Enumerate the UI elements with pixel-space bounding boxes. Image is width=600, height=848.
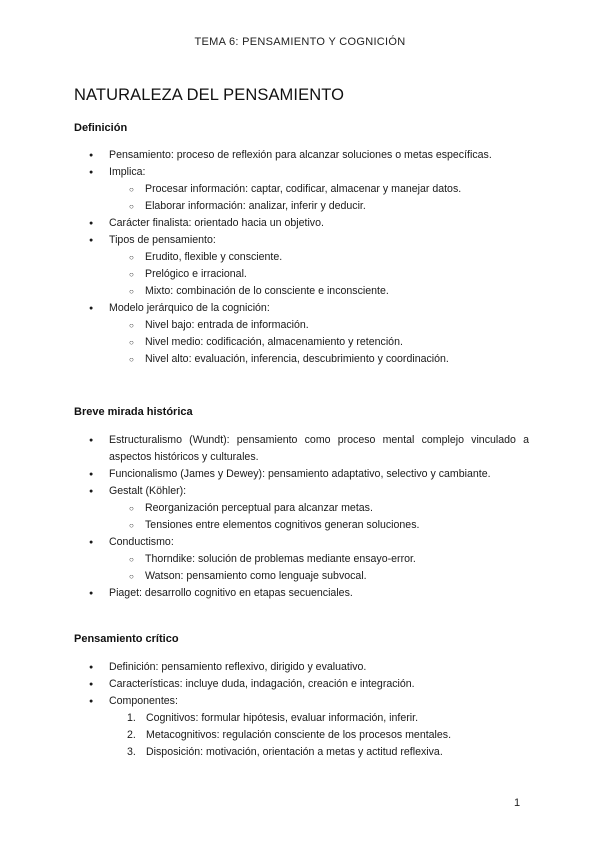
list-item: ● Funcionalismo (James y Dewey): pensamiento adaptativo, selectivo y cambiante. bbox=[74, 466, 529, 483]
sublist-item: ○ Prelógico e irracional. bbox=[109, 266, 529, 283]
document-body bbox=[74, 86, 529, 761]
numbered-sublist bbox=[109, 710, 529, 761]
sublist-item: ○ Nivel alto: evaluación, inferencia, descubrimiento y coordinación. bbox=[109, 351, 529, 368]
sublist-item: ○ Nivel bajo: entrada de información. bbox=[109, 317, 529, 334]
sublist-item: ○ Mixto: combinación de lo consciente e inconsciente. bbox=[109, 283, 529, 300]
sublist bbox=[109, 181, 529, 215]
page-number: 1 bbox=[514, 797, 521, 809]
list-item: ● Piaget: desarrollo cognitivo en etapas secuenciales. bbox=[74, 585, 529, 602]
numbered-item: 3. Disposición: motivación, orientación a metas y actitud reflexiva. bbox=[127, 746, 443, 758]
list-item: ● Pensamiento: proceso de reflexión para alcanzar soluciones o metas específicas. bbox=[74, 147, 529, 164]
sublist bbox=[109, 500, 529, 534]
historia-list bbox=[74, 432, 529, 602]
sublist-item: ○ Watson: pensamiento como lenguaje subvocal. bbox=[109, 568, 529, 585]
page-header: TEMA 6: PENSAMIENTO Y COGNICIÓN bbox=[194, 36, 406, 48]
list-item: ● Gestalt (Köhler): ○ Reorganización perceptual para alcanzar metas. ○ Tensiones entre elementos cognitivos generan soluciones. bbox=[74, 483, 529, 534]
critico-list bbox=[74, 659, 529, 761]
sublist bbox=[109, 551, 529, 585]
sublist-item: ○ Nivel medio: codificación, almacenamiento y retención. bbox=[109, 334, 529, 351]
sublist-item: ○ Tensiones entre elementos cognitivos generan soluciones. bbox=[109, 517, 529, 534]
document-title: NATURALEZA DEL PENSAMIENTO bbox=[74, 86, 345, 104]
numbered-item: 2. Metacognitivos: regulación consciente de los procesos mentales. bbox=[127, 729, 452, 741]
list-item: ● Características: incluye duda, indagación, creación e integración. bbox=[74, 676, 529, 693]
section-critico bbox=[74, 633, 529, 761]
list-item: ● Definición: pensamiento reflexivo, dirigido y evaluativo. bbox=[74, 659, 529, 676]
numbered-item: 1. Cognitivos: formular hipótesis, evaluar información, inferir. bbox=[127, 712, 419, 724]
section-heading-historia: Breve mirada histórica bbox=[74, 406, 193, 418]
definicion-list bbox=[74, 147, 529, 368]
list-item: ● Estructuralismo (Wundt): pensamiento como proceso mental complejo vinculado a aspectos históricos y culturales. bbox=[74, 432, 529, 466]
sublist-item: ○ Procesar información: captar, codificar, almacenar y manejar datos. bbox=[109, 181, 529, 198]
list-item: ● Conductismo: ○ Thorndike: solución de problemas mediante ensayo-error. ○ Watson: pensamiento como lenguaje subvocal. bbox=[74, 534, 529, 585]
sublist bbox=[109, 317, 529, 368]
list-item: ● Tipos de pensamiento: ○ Erudito, flexible y consciente. ○ Prelógico e irracional. ○ Mixto: combinación de lo consciente e inconsciente. bbox=[74, 232, 529, 300]
list-item: ● Carácter finalista: orientado hacia un objetivo. bbox=[74, 215, 529, 232]
section-definicion bbox=[74, 122, 529, 368]
list-item: ● Implica: ○ Procesar información: captar, codificar, almacenar y manejar datos. ○ Elaborar información: analizar, inferir y deducir. bbox=[74, 164, 529, 215]
sublist-item: ○ Erudito, flexible y consciente. bbox=[109, 249, 529, 266]
sublist-item: ○ Thorndike: solución de problemas mediante ensayo-error. bbox=[109, 551, 529, 568]
section-historia bbox=[74, 406, 529, 602]
section-heading-definicion: Definición bbox=[74, 122, 128, 134]
sublist-item: ○ Reorganización perceptual para alcanzar metas. bbox=[109, 500, 529, 517]
list-item: ● Modelo jerárquico de la cognición: ○ Nivel bajo: entrada de información. ○ Nivel medio: codificación, almacenamiento y retención. ○ Nivel alto: evaluación, inferencia, descubrimiento y coordinación. bbox=[74, 300, 529, 368]
section-heading-critico: Pensamiento crítico bbox=[74, 633, 179, 645]
list-item: ● Componentes: 1. Cognitivos: formular hipótesis, evaluar información, inferir. 2. Metacognitivos: regulación consciente de los procesos mentales. 3. Disposición: motivación, orientación a metas y actitud reflexiva. bbox=[74, 693, 529, 761]
sublist-item: ○ Elaborar información: analizar, inferir y deducir. bbox=[109, 198, 529, 215]
sublist bbox=[109, 249, 529, 300]
